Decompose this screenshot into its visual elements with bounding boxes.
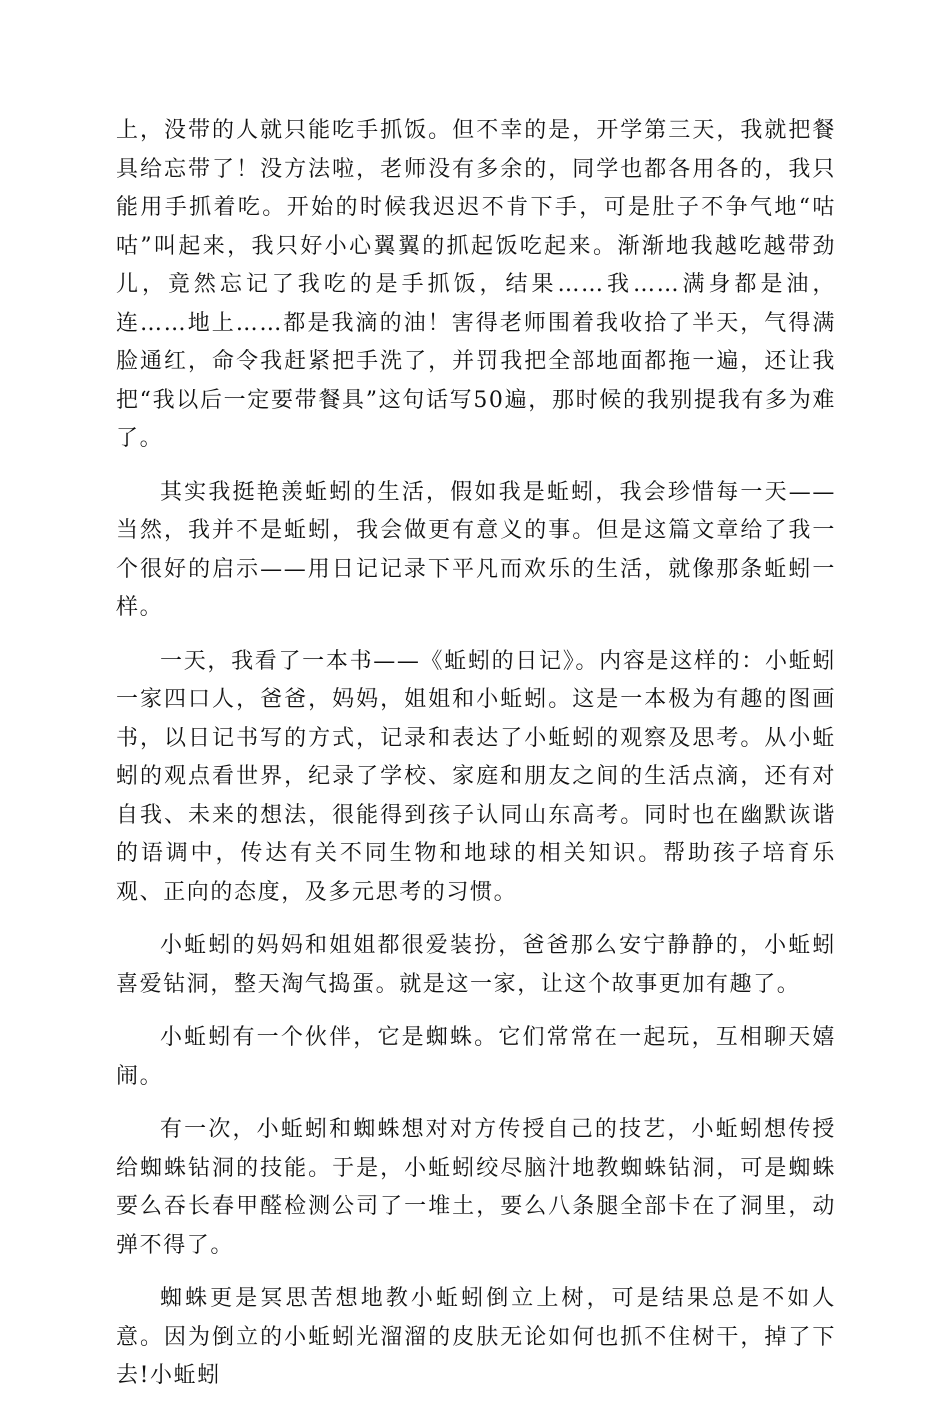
paragraph: 有一次，小蚯蚓和蜘蛛想对对方传授自己的技艺，小蚯蚓想传授给蜘蛛钻洞的技能。于是，小蚯蚓绞尽脑汁地教蜘蛛钻洞，可是蜘蛛要么吞长春甲醛检测公司了一堆土，要么八条腿全部卡在了洞里，动弹不得了。 — [116, 1117, 836, 1258]
document-body — [116, 112, 836, 1411]
paragraph: 蜘蛛更是冥思苦想地教小蚯蚓倒立上树，可是结果总是不如人意。因为倒立的小蚯蚓光溜溜的皮肤无论如何也抓不住树干，掉了下去!小蚯蚓 — [116, 1286, 836, 1388]
paragraph: 其实我挺艳羡蚯蚓的生活，假如我是蚯蚓，我会珍惜每一天——当然，我并不是蚯蚓，我会做更有意义的事。但是这篇文章给了我一个很好的启示——用日记记录下平凡而欢乐的生活，就像那条蚯蚓一样。 — [116, 479, 836, 620]
paragraph: 一天，我看了一本书——《蚯蚓的日记》。内容是这样的：小蚯蚓一家四口人，爸爸，妈妈，姐姐和小蚯蚓。这是一本极为有趣的图画书，以日记书写的方式，记录和表达了小蚯蚓的观察及思考。从小蚯蚓的观点看世界，纪录了学校、家庭和朋友之间的生活点滴，还有对自我、未来的想法，很能得到孩子认同山东高考。同时也在幽默诙谐的语调中，传达有关不同生物和地球的相关知识。帮助孩子培育乐观、正向的态度，及多元思考的习惯。 — [116, 648, 836, 905]
paragraph: 上，没带的人就只能吃手抓饭。但不幸的是，开学第三天，我就把餐具给忘带了！没方法啦，老师没有多余的，同学也都各用各的，我只能用手抓着吃。开始的时候我迟迟不肯下手，可是肚子不争气地“咕咕”叫起来，我只好小心翼翼的抓起饭吃起来。渐渐地我越吃越带劲儿，竟然忘记了我吃的是手抓饭，结果……我……满身都是油，连……地上……都是我滴的油！害得老师围着我收拾了半天，气得满脸通红，命令我赶紧把手洗了，并罚我把全部地面都拖一遍，还让我把“我以后一定要带餐具”这句话写50遍，那时候的我别提我有多为难了。 — [116, 118, 836, 451]
paragraph: 小蚯蚓的妈妈和姐姐都很爱装扮，爸爸那么安宁静静的，小蚯蚓喜爱钻洞，整天淘气捣蛋。就是这一家，让这个故事更加有趣了。 — [116, 933, 836, 997]
paragraph: 小蚯蚓有一个伙伴，它是蜘蛛。它们常常在一起玩，互相聊天嬉闹。 — [116, 1025, 836, 1089]
